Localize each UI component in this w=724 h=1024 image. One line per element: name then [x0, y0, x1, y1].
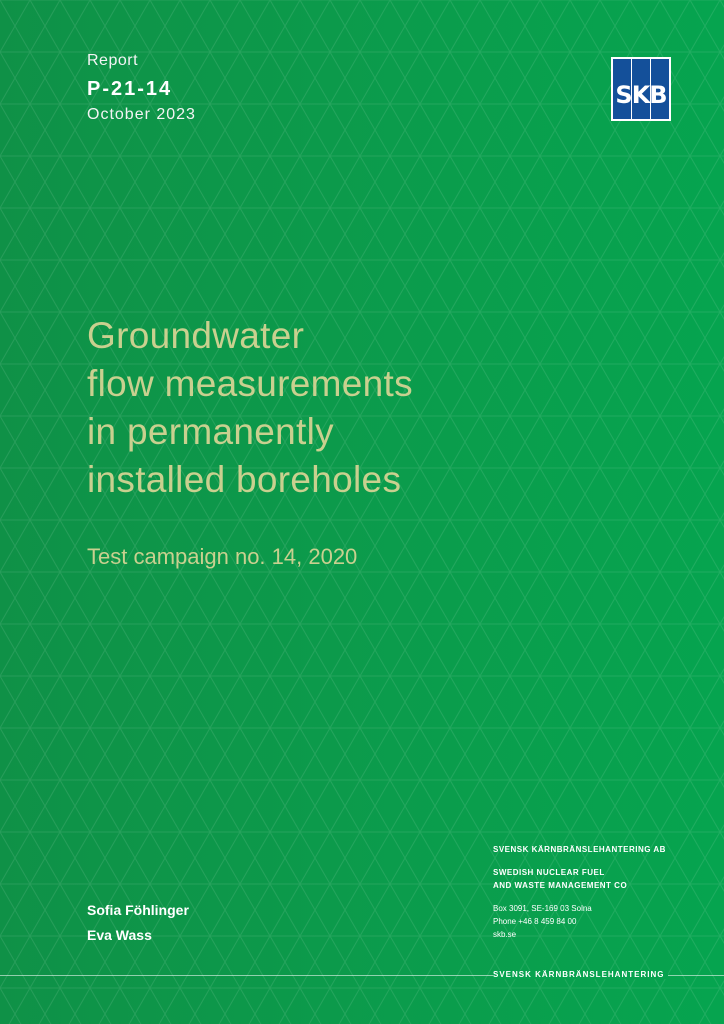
org-website: skb.se — [493, 930, 517, 939]
title-line: installed boreholes — [87, 459, 402, 500]
logo-text: SKB — [615, 81, 667, 109]
org-address: Box 3091, SE-169 03 Solna — [493, 904, 592, 913]
skb-logo — [611, 57, 671, 121]
author-name: Sofia Föhlinger — [87, 902, 189, 918]
report-title — [87, 312, 507, 504]
footer-org-name: SVENSK KÄRNBRÄNSLEHANTERING — [493, 970, 668, 979]
org-name-english-line2: AND WASTE MANAGEMENT CO — [493, 881, 628, 890]
org-phone: Phone +46 8 459 84 00 — [493, 917, 577, 926]
report-subtitle: Test campaign no. 14, 2020 — [87, 544, 358, 569]
report-label: Report — [87, 52, 139, 69]
author-list — [87, 898, 189, 948]
title-line: flow measurements — [87, 363, 413, 404]
title-line: in permanently — [87, 411, 334, 452]
report-date: October 2023 — [87, 106, 196, 123]
org-name-english-line1: SWEDISH NUCLEAR FUEL — [493, 868, 605, 877]
report-number: P-21-14 — [87, 78, 173, 100]
title-line: Groundwater — [87, 315, 305, 356]
org-name-swedish: SVENSK KÄRNBRÄNSLEHANTERING AB — [493, 845, 666, 854]
organization-block — [493, 843, 666, 941]
author-name: Eva Wass — [87, 927, 152, 943]
